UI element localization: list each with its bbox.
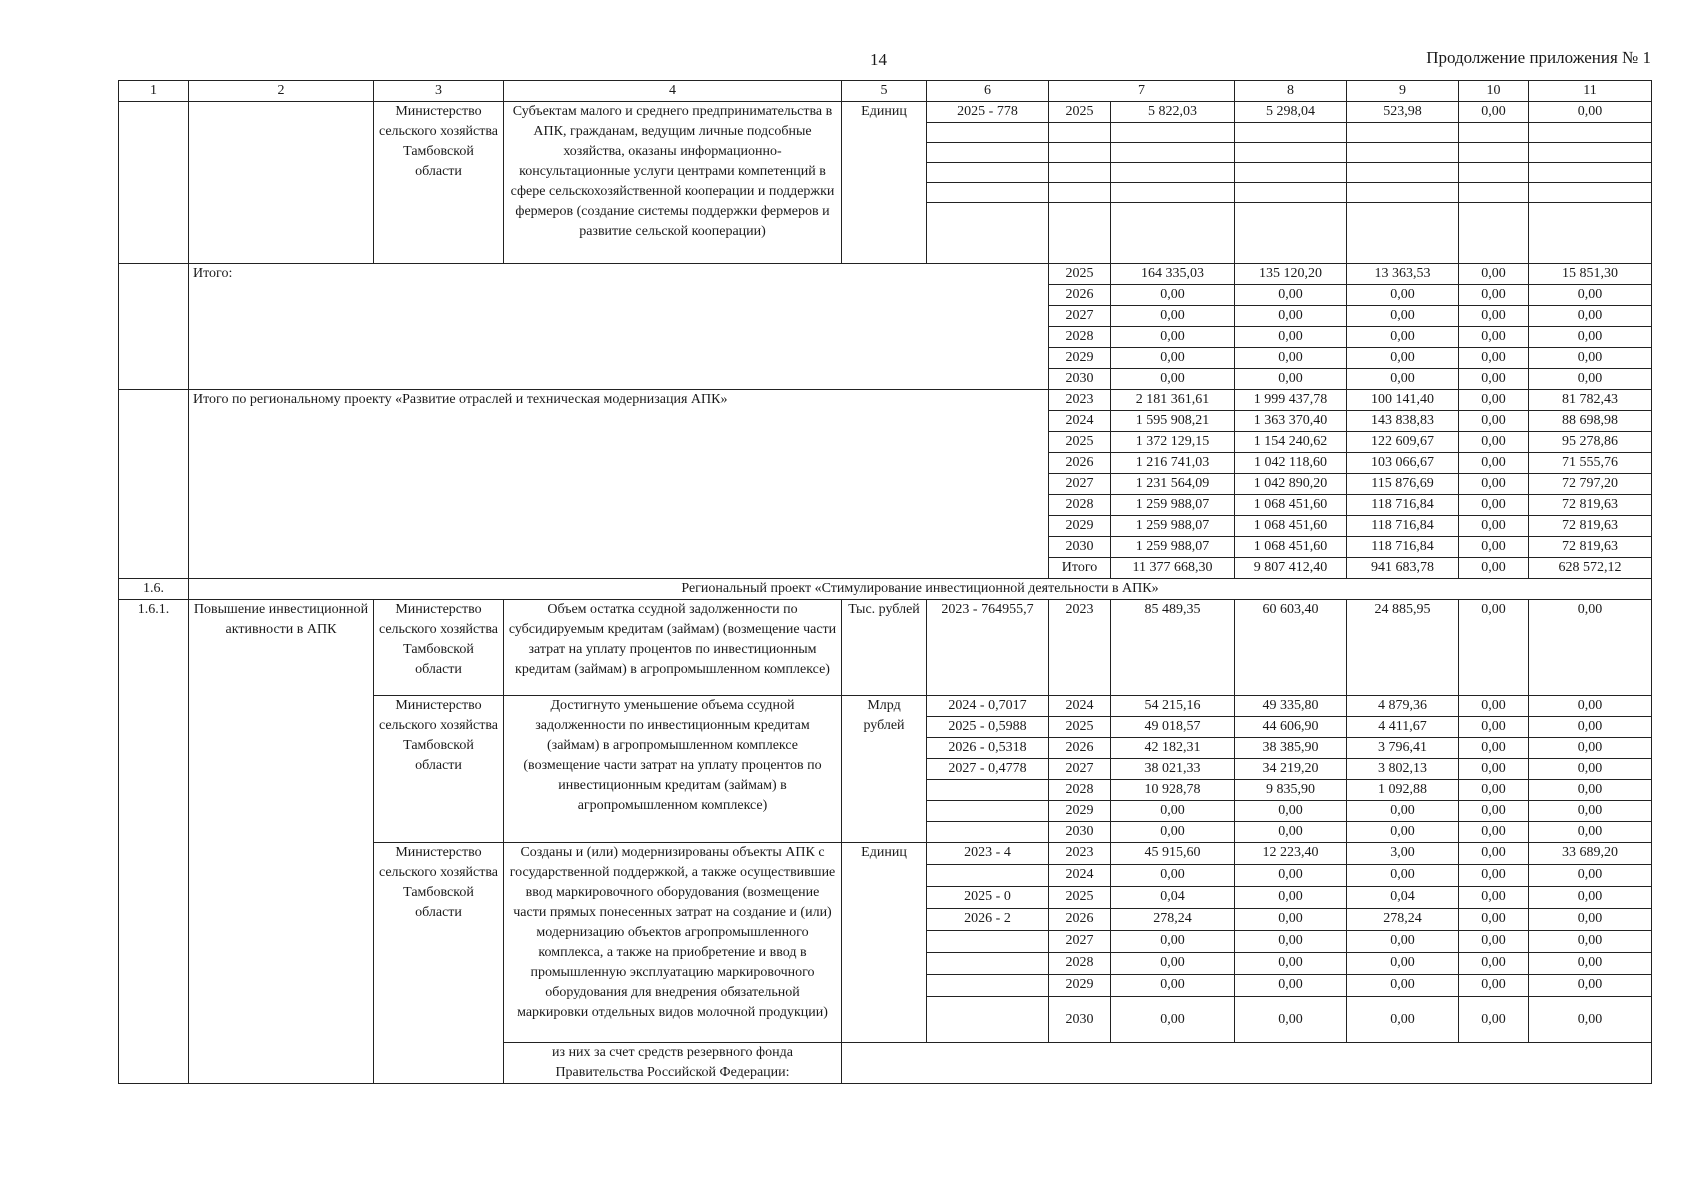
table-cell (1111, 123, 1235, 143)
program-table (118, 80, 1652, 1084)
year-cell: 2029 (1049, 348, 1111, 369)
target-cell: 2024 - 0,7017 (927, 696, 1049, 717)
value-cell: 0,00 (1459, 558, 1529, 579)
value-cell: 3 802,13 (1347, 759, 1459, 780)
value-cell: 81 782,43 (1529, 390, 1652, 411)
table-cell (842, 1043, 1652, 1084)
value-cell: 115 876,69 (1347, 474, 1459, 495)
value-cell: 278,24 (1347, 909, 1459, 931)
value-cell: 72 819,63 (1529, 495, 1652, 516)
value-cell: 0,00 (1235, 285, 1347, 306)
table-cell (927, 143, 1049, 163)
target-cell (927, 975, 1049, 997)
value-cell: 1 042 118,60 (1235, 453, 1347, 474)
value-cell: 72 819,63 (1529, 537, 1652, 558)
target-cell: 2025 - 778 (927, 102, 1049, 123)
year-cell: 2025 (1049, 887, 1111, 909)
value-cell: 0,00 (1529, 780, 1652, 801)
value-cell: 135 120,20 (1235, 264, 1347, 285)
year-cell: 2030 (1049, 369, 1111, 390)
value-cell: 1 068 451,60 (1235, 537, 1347, 558)
value-cell: 0,00 (1235, 348, 1347, 369)
value-cell: 164 335,03 (1111, 264, 1235, 285)
table-cell (119, 102, 189, 264)
table-cell (1049, 123, 1111, 143)
value-cell: 0,00 (1459, 411, 1529, 432)
value-cell: 0,00 (1111, 997, 1235, 1043)
value-cell: 1 595 908,21 (1111, 411, 1235, 432)
target-cell (927, 780, 1049, 801)
value-cell: 0,00 (1529, 738, 1652, 759)
year-cell: 2029 (1049, 975, 1111, 997)
year-cell: 2024 (1049, 696, 1111, 717)
itogo-project-label: Итого по региональному проекту «Развитие отраслей и техническая модернизация АПК» (189, 390, 1049, 579)
year-cell: 2030 (1049, 537, 1111, 558)
value-cell: 118 716,84 (1347, 495, 1459, 516)
value-cell: 60 603,40 (1235, 600, 1347, 696)
value-cell: 1 999 437,78 (1235, 390, 1347, 411)
value-cell: 0,00 (1347, 953, 1459, 975)
year-cell: 2026 (1049, 738, 1111, 759)
table-cell (927, 123, 1049, 143)
itogo-label: Итого: (189, 264, 1049, 390)
value-cell: 0,00 (1529, 696, 1652, 717)
year-cell: 2026 (1049, 453, 1111, 474)
table-cell (1235, 183, 1347, 203)
value-cell: 33 689,20 (1529, 843, 1652, 865)
table-cell (1459, 183, 1529, 203)
target-cell: 2026 - 2 (927, 909, 1049, 931)
value-cell: 0,00 (1235, 931, 1347, 953)
table-cell (1529, 163, 1652, 183)
value-cell: 0,00 (1111, 348, 1235, 369)
target-cell: 2023 - 4 (927, 843, 1049, 865)
value-cell: 0,00 (1235, 369, 1347, 390)
value-cell: 95 278,86 (1529, 432, 1652, 453)
value-cell: 1 092,88 (1347, 780, 1459, 801)
value-cell: 0,00 (1459, 865, 1529, 887)
value-cell: 0,00 (1529, 997, 1652, 1043)
value-cell: 0,00 (1347, 822, 1459, 843)
value-cell: 0,00 (1347, 369, 1459, 390)
table-cell (1459, 163, 1529, 183)
value-cell: 143 838,83 (1347, 411, 1459, 432)
value-cell: 941 683,78 (1347, 558, 1459, 579)
value-cell: 0,00 (1529, 887, 1652, 909)
year-cell: 2027 (1049, 474, 1111, 495)
indicator-description: Субъектам малого и среднего предпринимательства в АПК, гражданам, ведущим личные подсобные хозяйства, оказаны информационно-консультационные услуги центрами компетенций в сфере сельскохозяйственной кооперации и поддержки фермеров (создание системы поддержки фермеров и развитие сельской кооперации) (504, 102, 842, 264)
unit-cell: Тыс. рублей (842, 600, 927, 696)
unit-cell: Млрд рублей (842, 696, 927, 843)
table-cell (1049, 163, 1111, 183)
value-cell: 24 885,95 (1347, 600, 1459, 696)
target-cell: 2026 - 0,5318 (927, 738, 1049, 759)
value-cell: 278,24 (1111, 909, 1235, 931)
table-body (119, 81, 1652, 1084)
value-cell: 0,00 (1459, 390, 1529, 411)
table-cell (1049, 143, 1111, 163)
value-cell: 0,00 (1459, 516, 1529, 537)
column-number: 9 (1347, 81, 1459, 102)
value-cell: 0,00 (1235, 997, 1347, 1043)
year-cell: 2029 (1049, 516, 1111, 537)
table-cell (1529, 203, 1652, 264)
value-cell: 0,00 (1529, 931, 1652, 953)
value-cell: 1 231 564,09 (1111, 474, 1235, 495)
value-cell: 0,00 (1347, 931, 1459, 953)
value-cell: 10 928,78 (1111, 780, 1235, 801)
subsection-name: Повышение инвестиционной активности в АПК (189, 600, 374, 1084)
header-row (119, 81, 1652, 102)
table-cell (1347, 123, 1459, 143)
value-cell: 0,00 (1459, 696, 1529, 717)
table-cell (927, 203, 1049, 264)
year-cell: 2025 (1049, 717, 1111, 738)
value-cell: 5 298,04 (1235, 102, 1347, 123)
subsection-number: 1.6.1. (119, 600, 189, 1084)
value-cell: 118 716,84 (1347, 537, 1459, 558)
unit-cell: Единиц (842, 102, 927, 264)
year-cell: 2023 (1049, 390, 1111, 411)
value-cell: 0,00 (1529, 285, 1652, 306)
value-cell: 0,00 (1111, 285, 1235, 306)
table-cell (1347, 183, 1459, 203)
value-cell: 0,00 (1235, 327, 1347, 348)
value-cell: 1 068 451,60 (1235, 516, 1347, 537)
target-cell: 2027 - 0,4778 (927, 759, 1049, 780)
ministry-cell: Министерство сельского хозяйства Тамбовской области (374, 102, 504, 264)
year-cell: Итого (1049, 558, 1111, 579)
column-number: 7 (1049, 81, 1235, 102)
table-cell (119, 390, 189, 579)
table-cell (1459, 203, 1529, 264)
value-cell: 5 822,03 (1111, 102, 1235, 123)
column-number: 11 (1529, 81, 1652, 102)
value-cell: 12 223,40 (1235, 843, 1347, 865)
value-cell: 0,00 (1529, 909, 1652, 931)
column-number: 6 (927, 81, 1049, 102)
value-cell: 0,00 (1111, 306, 1235, 327)
value-cell: 0,00 (1235, 865, 1347, 887)
year-cell: 2023 (1049, 843, 1111, 865)
column-number: 3 (374, 81, 504, 102)
value-cell: 0,00 (1111, 865, 1235, 887)
unit-cell: Единиц (842, 843, 927, 1043)
table-row (119, 390, 1652, 411)
appendix-label: Продолжение приложения № 1 (1426, 48, 1651, 67)
value-cell: 0,00 (1111, 801, 1235, 822)
reserve-fund-note: из них за счет средств резервного фонда Правительства Российской Федерации: (504, 1043, 842, 1084)
table-cell (119, 264, 189, 390)
table-cell (927, 163, 1049, 183)
value-cell: 0,00 (1459, 759, 1529, 780)
table-cell (1347, 143, 1459, 163)
value-cell: 0,00 (1459, 975, 1529, 997)
value-cell: 100 141,40 (1347, 390, 1459, 411)
table-cell (1459, 143, 1529, 163)
value-cell: 0,00 (1347, 997, 1459, 1043)
value-cell: 1 042 890,20 (1235, 474, 1347, 495)
value-cell: 15 851,30 (1529, 264, 1652, 285)
year-cell: 2024 (1049, 865, 1111, 887)
value-cell: 34 219,20 (1235, 759, 1347, 780)
table-cell (1235, 163, 1347, 183)
table-cell (1529, 183, 1652, 203)
value-cell: 1 363 370,40 (1235, 411, 1347, 432)
table-row (119, 102, 1652, 123)
value-cell: 0,00 (1347, 975, 1459, 997)
value-cell: 0,00 (1459, 102, 1529, 123)
table-row (119, 264, 1652, 285)
table-cell (1459, 123, 1529, 143)
value-cell: 0,00 (1529, 369, 1652, 390)
value-cell: 0,00 (1459, 780, 1529, 801)
value-cell: 49 335,80 (1235, 696, 1347, 717)
year-cell: 2025 (1049, 102, 1111, 123)
value-cell: 45 915,60 (1111, 843, 1235, 865)
value-cell: 9 835,90 (1235, 780, 1347, 801)
value-cell: 0,00 (1459, 909, 1529, 931)
value-cell: 0,00 (1459, 537, 1529, 558)
section-number: 1.6. (119, 579, 189, 600)
value-cell: 88 698,98 (1529, 411, 1652, 432)
year-cell: 2027 (1049, 306, 1111, 327)
value-cell: 0,00 (1347, 327, 1459, 348)
value-cell: 0,00 (1347, 306, 1459, 327)
target-cell (927, 822, 1049, 843)
value-cell: 0,00 (1529, 865, 1652, 887)
column-number: 4 (504, 81, 842, 102)
value-cell: 4 411,67 (1347, 717, 1459, 738)
value-cell: 72 797,20 (1529, 474, 1652, 495)
value-cell: 0,00 (1529, 327, 1652, 348)
year-cell: 2028 (1049, 495, 1111, 516)
table-cell (1235, 143, 1347, 163)
value-cell: 0,00 (1459, 600, 1529, 696)
value-cell: 0,00 (1459, 348, 1529, 369)
value-cell: 628 572,12 (1529, 558, 1652, 579)
value-cell: 0,00 (1459, 738, 1529, 759)
year-cell: 2023 (1049, 600, 1111, 696)
year-cell: 2025 (1049, 264, 1111, 285)
table-cell (1347, 163, 1459, 183)
value-cell: 13 363,53 (1347, 264, 1459, 285)
value-cell: 0,00 (1459, 327, 1529, 348)
column-number: 1 (119, 81, 189, 102)
value-cell: 0,00 (1459, 822, 1529, 843)
value-cell: 523,98 (1347, 102, 1459, 123)
value-cell: 0,00 (1459, 306, 1529, 327)
value-cell: 2 181 361,61 (1111, 390, 1235, 411)
page-number: 14 (870, 50, 887, 69)
value-cell: 0,00 (1347, 801, 1459, 822)
target-cell (927, 953, 1049, 975)
value-cell: 42 182,31 (1111, 738, 1235, 759)
table-cell (1049, 183, 1111, 203)
ministry-cell: Министерство сельского хозяйства Тамбовской области (374, 696, 504, 843)
value-cell: 1 068 451,60 (1235, 495, 1347, 516)
year-cell: 2024 (1049, 411, 1111, 432)
target-cell: 2025 - 0 (927, 887, 1049, 909)
target-cell: 2023 - 764955,7 (927, 600, 1049, 696)
value-cell: 0,00 (1235, 822, 1347, 843)
table-cell (1235, 123, 1347, 143)
column-number: 5 (842, 81, 927, 102)
value-cell: 1 216 741,03 (1111, 453, 1235, 474)
value-cell: 0,04 (1347, 887, 1459, 909)
value-cell: 0,00 (1459, 474, 1529, 495)
value-cell: 118 716,84 (1347, 516, 1459, 537)
value-cell: 103 066,67 (1347, 453, 1459, 474)
column-number: 10 (1459, 81, 1529, 102)
value-cell: 0,00 (1235, 909, 1347, 931)
value-cell: 44 606,90 (1235, 717, 1347, 738)
year-cell: 2028 (1049, 327, 1111, 348)
table-cell (1347, 203, 1459, 264)
value-cell: 0,00 (1111, 369, 1235, 390)
value-cell: 0,00 (1529, 759, 1652, 780)
value-cell: 0,00 (1459, 997, 1529, 1043)
table-cell (927, 183, 1049, 203)
ministry-cell: Министерство сельского хозяйства Тамбовской области (374, 843, 504, 1084)
value-cell: 72 819,63 (1529, 516, 1652, 537)
value-cell: 0,04 (1111, 887, 1235, 909)
year-cell: 2030 (1049, 822, 1111, 843)
value-cell: 0,00 (1529, 822, 1652, 843)
value-cell: 1 259 988,07 (1111, 495, 1235, 516)
indicator-description: Созданы и (или) модернизированы объекты АПК с государственной поддержкой, а также осуществившие ввод маркировочного оборудования (возмещение части прямых понесенных затрат на создание и (или) модернизацию объектов агропромышленного комплекса, а также на приобретение и ввод в промышленную эксплуатацию маркировочного оборудования для внедрения обязательной маркировки отдельных видов молочной продукции) (504, 843, 842, 1043)
value-cell: 0,00 (1347, 865, 1459, 887)
target-cell (927, 865, 1049, 887)
value-cell: 0,00 (1529, 348, 1652, 369)
value-cell: 0,00 (1235, 306, 1347, 327)
year-cell: 2027 (1049, 931, 1111, 953)
value-cell: 38 021,33 (1111, 759, 1235, 780)
year-cell: 2028 (1049, 780, 1111, 801)
value-cell: 1 259 988,07 (1111, 516, 1235, 537)
value-cell: 3 796,41 (1347, 738, 1459, 759)
value-cell: 0,00 (1459, 953, 1529, 975)
value-cell: 0,00 (1235, 887, 1347, 909)
year-cell: 2028 (1049, 953, 1111, 975)
value-cell: 0,00 (1235, 975, 1347, 997)
value-cell: 0,00 (1459, 931, 1529, 953)
value-cell: 0,00 (1529, 717, 1652, 738)
table-row (119, 600, 1652, 696)
year-cell: 2026 (1049, 909, 1111, 931)
table-cell (1111, 143, 1235, 163)
value-cell: 0,00 (1529, 600, 1652, 696)
table-cell (1111, 203, 1235, 264)
value-cell: 0,00 (1459, 264, 1529, 285)
value-cell: 0,00 (1529, 975, 1652, 997)
value-cell: 0,00 (1459, 369, 1529, 390)
value-cell: 0,00 (1111, 975, 1235, 997)
target-cell: 2025 - 0,5988 (927, 717, 1049, 738)
year-cell: 2029 (1049, 801, 1111, 822)
column-number: 2 (189, 81, 374, 102)
year-cell: 2030 (1049, 997, 1111, 1043)
column-number: 8 (1235, 81, 1347, 102)
indicator-description: Объем остатка ссудной задолженности по субсидируемым кредитам (займам) (возмещение части затрат на уплату процентов по инвестиционным кредитам (займам) в агропромышленном комплексе) (504, 600, 842, 696)
section-title: Региональный проект «Стимулирование инвестиционной деятельности в АПК» (189, 579, 1652, 600)
value-cell: 38 385,90 (1235, 738, 1347, 759)
value-cell: 0,00 (1529, 953, 1652, 975)
indicator-description: Достигнуто уменьшение объема ссудной задолженности по инвестиционным кредитам (займам) в агропромышленном комплексе (возмещение части затрат на уплату процентов по инвестиционным кредитам (займам) в агропромышленном комплексе) (504, 696, 842, 843)
target-cell (927, 801, 1049, 822)
value-cell: 0,00 (1529, 102, 1652, 123)
value-cell: 0,00 (1459, 432, 1529, 453)
value-cell: 4 879,36 (1347, 696, 1459, 717)
value-cell: 0,00 (1529, 306, 1652, 327)
value-cell: 0,00 (1111, 822, 1235, 843)
table-cell (1235, 203, 1347, 264)
value-cell: 0,00 (1459, 285, 1529, 306)
table-cell (1529, 123, 1652, 143)
value-cell: 1 372 129,15 (1111, 432, 1235, 453)
year-cell: 2027 (1049, 759, 1111, 780)
value-cell: 0,00 (1111, 931, 1235, 953)
value-cell: 0,00 (1459, 495, 1529, 516)
value-cell: 9 807 412,40 (1235, 558, 1347, 579)
table-cell (1529, 143, 1652, 163)
value-cell: 0,00 (1111, 953, 1235, 975)
value-cell: 0,00 (1111, 327, 1235, 348)
ministry-cell: Министерство сельского хозяйства Тамбовской области (374, 600, 504, 696)
section-row (119, 579, 1652, 600)
year-cell: 2026 (1049, 285, 1111, 306)
value-cell: 122 609,67 (1347, 432, 1459, 453)
value-cell: 0,00 (1347, 285, 1459, 306)
value-cell: 3,00 (1347, 843, 1459, 865)
value-cell: 11 377 668,30 (1111, 558, 1235, 579)
value-cell: 0,00 (1459, 453, 1529, 474)
value-cell: 1 259 988,07 (1111, 537, 1235, 558)
value-cell: 0,00 (1459, 887, 1529, 909)
value-cell: 1 154 240,62 (1235, 432, 1347, 453)
value-cell: 71 555,76 (1529, 453, 1652, 474)
value-cell: 49 018,57 (1111, 717, 1235, 738)
table-cell (1111, 163, 1235, 183)
target-cell (927, 997, 1049, 1043)
value-cell: 0,00 (1235, 953, 1347, 975)
table-cell (189, 102, 374, 264)
target-cell (927, 931, 1049, 953)
value-cell: 0,00 (1459, 843, 1529, 865)
value-cell: 0,00 (1459, 801, 1529, 822)
value-cell: 85 489,35 (1111, 600, 1235, 696)
value-cell: 0,00 (1235, 801, 1347, 822)
year-cell: 2025 (1049, 432, 1111, 453)
value-cell: 54 215,16 (1111, 696, 1235, 717)
table-cell (1111, 183, 1235, 203)
table-cell (1049, 203, 1111, 264)
value-cell: 0,00 (1459, 717, 1529, 738)
value-cell: 0,00 (1347, 348, 1459, 369)
value-cell: 0,00 (1529, 801, 1652, 822)
